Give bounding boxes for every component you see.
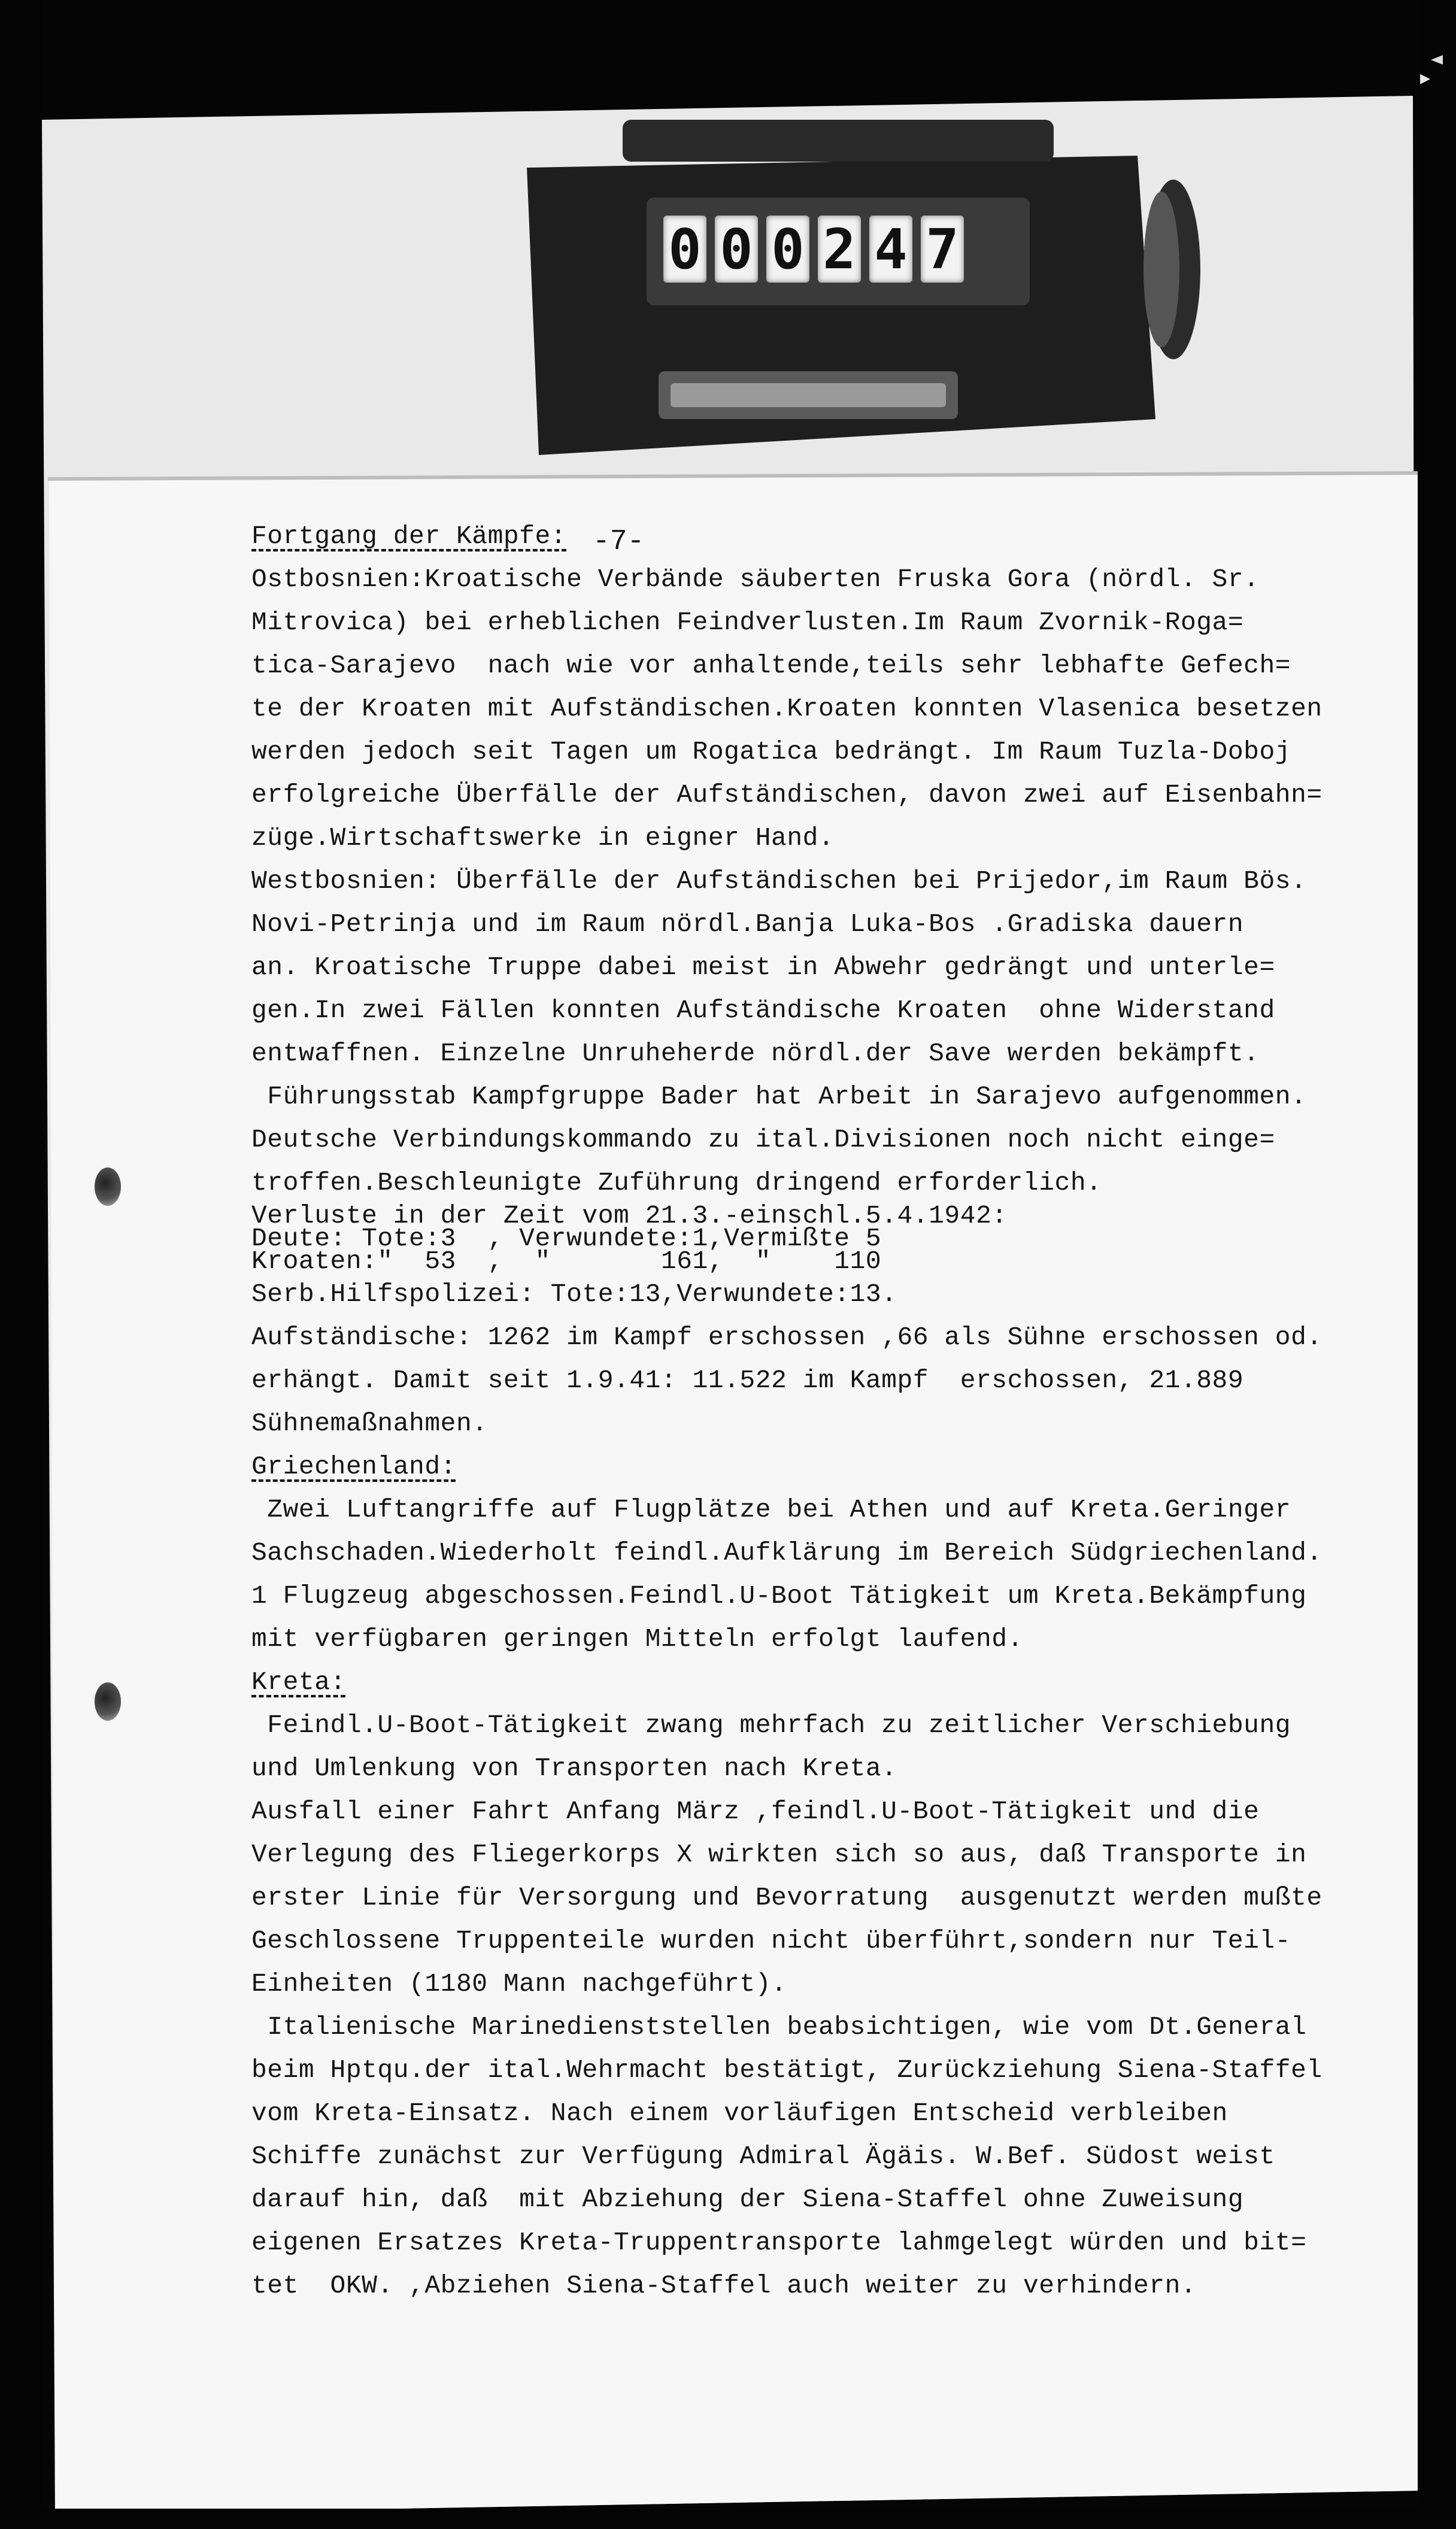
corner-arrow-icon: ▸ xyxy=(1420,66,1431,90)
document-line: eigenen Ersatzes Kreta-Truppentransporte lahmgelegt würden und bit= xyxy=(251,2228,1307,2257)
punch-hole xyxy=(95,1168,121,1206)
document-line: züge.Wirtschaftswerke in eigner Hand. xyxy=(251,823,835,853)
document-line: gen.In zwei Fällen konnten Aufständische Kroaten ohne Widerstand xyxy=(251,996,1275,1025)
counter-digit: 0 xyxy=(715,216,758,283)
document-line: 1 Flugzeug abgeschossen.Feindl.U-Boot Tätigkeit um Kreta.Bekämpfung xyxy=(251,1581,1307,1611)
counter-digits xyxy=(663,216,964,287)
document-line: Zwei Luftangriffe auf Flugplätze bei Athen und auf Kreta.Geringer xyxy=(251,1495,1291,1524)
document-line: erfolgreiche Überfälle der Aufständischen, davon zwei auf Eisenbahn= xyxy=(251,780,1322,809)
document-line: Verluste in der Zeit vom 21.3.-einschl.5.4.1942: xyxy=(251,1201,1008,1230)
document-line: tica-Sarajevo nach wie vor anhaltende,teils sehr lebhafte Gefech= xyxy=(251,651,1291,680)
document-line: vom Kreta-Einsatz. Nach einem vorläufigen Entscheid verbleiben xyxy=(251,2099,1228,2128)
section-heading-text: Fortgang der Kämpfe: xyxy=(251,521,567,551)
document-line: Verlegung des Fliegerkorps X wirkten sich so aus, daß Transporte in xyxy=(251,1840,1307,1869)
document-line: troffen.Beschleunigte Zuführung dringend erforderlich. xyxy=(251,1168,1102,1197)
counter-device xyxy=(527,120,1200,455)
document-line: Feindl.U-Boot-Tätigkeit zwang mehrfach zu zeitlicher Verschiebung xyxy=(251,1711,1291,1740)
section-heading-text: Kreta: xyxy=(251,1667,346,1697)
document-line: Geschlossene Truppenteile wurden nicht überführt,sondern nur Teil- xyxy=(251,1926,1291,1955)
document-line: mit verfügbaren geringen Mitteln erfolgt laufend. xyxy=(251,1624,1023,1654)
page-number: -7- xyxy=(593,526,645,558)
document-line: Einheiten (1180 Mann nachgeführt). xyxy=(251,1969,787,1999)
typed-document xyxy=(251,515,1425,2307)
document-line: Aufständische: 1262 im Kampf erschossen ,66 als Sühne erschossen od. xyxy=(251,1323,1322,1352)
document-line: te der Kroaten mit Aufständischen.Kroaten konnten Vlasenica besetzen xyxy=(251,694,1322,723)
document-line: Sachschaden.Wiederholt feindl.Aufklärung im Bereich Südgriechenland. xyxy=(251,1538,1322,1567)
section-heading xyxy=(251,515,1425,558)
counter-digit: 4 xyxy=(869,216,912,283)
document-line: Mitrovica) bei erheblichen Feindverlusten.Im Raum Zvornik-Roga= xyxy=(251,608,1244,637)
counter-digit: 0 xyxy=(663,216,706,283)
document-line: Serb.Hilfspolizei: Tote:13,Verwundete:13. xyxy=(251,1279,897,1309)
counter-digit: 0 xyxy=(766,216,809,283)
section-heading xyxy=(251,1661,1425,1704)
document-line: entwaffnen. Einzelne Unruheherde nördl.der Save werden bekämpft. xyxy=(251,1039,1260,1068)
document-line: Ostbosnien:Kroatische Verbände säuberten Fruska Gora (nördl. Sr. xyxy=(251,565,1260,594)
document-line: Novi-Petrinja und im Raum nördl.Banja Luka-Bos .Gradiska dauern xyxy=(251,909,1244,939)
document-line: erster Linie für Versorgung und Bevorratung ausgenutzt werden mußte xyxy=(251,1883,1322,1912)
document-line: Ausfall einer Fahrt Anfang März ,feindl.U-Boot-Tätigkeit und die xyxy=(251,1797,1260,1826)
document-line: beim Hptqu.der ital.Wehrmacht bestätigt, Zurückziehung Siena-Staffel xyxy=(251,2055,1322,2085)
document-line: an. Kroatische Truppe dabei meist in Abwehr gedrängt und unterle= xyxy=(251,953,1275,982)
section-heading xyxy=(251,1445,1425,1488)
document-line: Schiffe zunächst zur Verfügung Admiral Ägäis. W.Bef. Südost weist xyxy=(251,2142,1275,2171)
punch-hole xyxy=(95,1682,121,1721)
document-line: werden jedoch seit Tagen um Rogatica bedrängt. Im Raum Tuzla-Doboj xyxy=(251,737,1291,766)
document-line: darauf hin, daß mit Abziehung der Siena-Staffel ohne Zuweisung xyxy=(251,2185,1244,2214)
counter-digit: 7 xyxy=(921,216,964,283)
section-heading-text: Griechenland: xyxy=(251,1452,456,1481)
document-line: und Umlenkung von Transporten nach Kreta. xyxy=(251,1754,897,1783)
counter-digit: 2 xyxy=(818,216,861,283)
document-line: Kroaten:" 53 , " 161, " 110 xyxy=(251,1247,882,1276)
document-line: Italienische Marinedienststellen beabsichtigen, wie vom Dt.General xyxy=(251,2012,1307,2042)
document-line: Westbosnien: Überfälle der Aufständischen bei Prijedor,im Raum Bös. xyxy=(251,866,1307,896)
document-line: Deutsche Verbindungskommando zu ital.Divisionen noch nicht einge= xyxy=(251,1125,1275,1154)
document-line: Sühnemaßnahmen. xyxy=(251,1409,488,1438)
document-line: tet OKW. ,Abziehen Siena-Staffel auch weiter zu verhindern. xyxy=(251,2271,1197,2300)
document-line: erhängt. Damit seit 1.9.41: 11.522 im Kampf erschossen, 21.889 xyxy=(251,1366,1244,1395)
document-line: Führungsstab Kampfgruppe Bader hat Arbeit in Sarajevo aufgenommen. xyxy=(251,1082,1307,1111)
document-line: Deute: Tote:3 , Verwundete:1,Vermißte 5 xyxy=(251,1224,882,1253)
